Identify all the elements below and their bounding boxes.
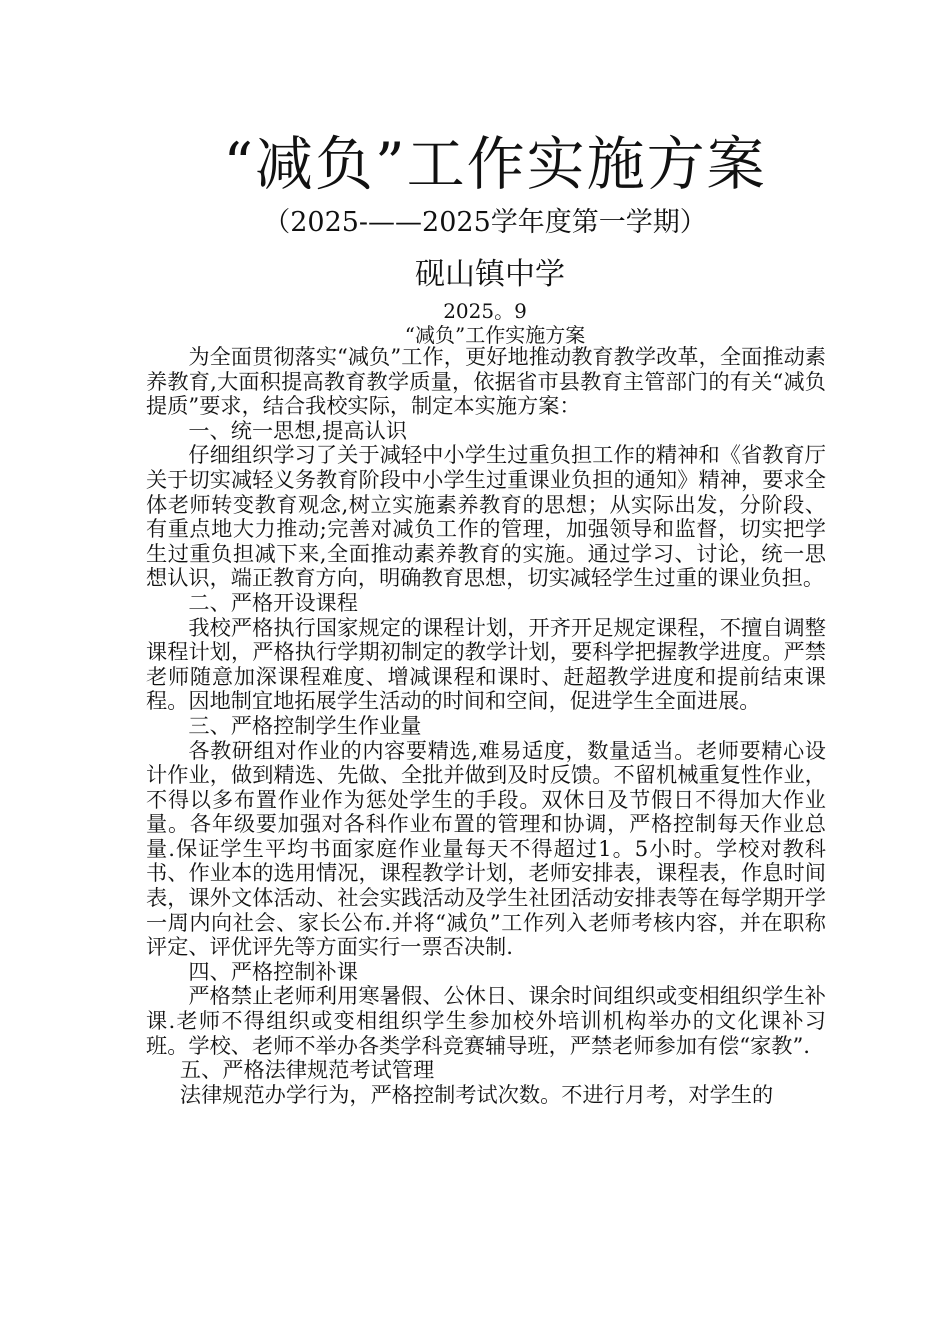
document-title: “减负”工作实施方案 [404, 323, 586, 347]
school-year-subtitle: （2025-——2025学年度第一学期） [263, 207, 707, 238]
main-title: “减负”工作实施方案 [223, 130, 767, 198]
school-name: 砚山镇中学 [415, 257, 565, 292]
section-heading-5: 五、严格法律规范考试管理 [179, 1057, 435, 1083]
section-heading-1: 一、统一思想,提高认识 [188, 417, 408, 443]
section-text-3: 各教研组对作业的内容要精选,难易适度，数量适当。老师要精心设计作业，做到精选、先做、全批并做到及时反馈。不留机械重复性作业，不得以多布置作业作为惩处学生的手段。双休日及节假日不得加大作业量。各年级要加强对各科作业布置的管理和协调，严格控制每天作业总量.保证学生平均书面家庭作业量每天不得超过1。5小时。学校对教科书、作业本的选用情况，课程教学计划，老师安排表，课程表，作息时间表，课外文体活动、社会实践活动及学生社团活动安排表等在每学期开学一周内向社会、家长公布.并将“减负”工作列入老师考核内容，并在职称评定、评优评先等方面实行一票否决制. [146, 737, 826, 960]
section-text-2: 我校严格执行国家规定的课程计划，开齐开足规定课程，不擅自调整课程计划，严格执行学期初制定的教学计划，要科学把握教学进度。严禁老师随意加深课程难度、增减课程和课时、赶超教学进度和提前结束课程。因地制宜地拓展学生活动的时间和空间，促进学生全面进展。 [146, 614, 826, 714]
document-date: 2025。9 [443, 299, 527, 323]
document-body [146, 345, 826, 1107]
section-heading-2: 二、严格开设课程 [188, 589, 358, 615]
section-text-4: 严格禁止老师利用寒暑假、公休日、课余时间组织或变相组织学生补课.老师不得组织或变相组织学生参加校外培训机构举办的文化课补习班。学校、老师不举办各类学科竞赛辅导班，严禁老师参加有偿“家教”. [146, 983, 826, 1058]
intro-paragraph: 为全面贯彻落实“减负”工作，更好地推动教育教学改革，全面推动素养教育,大面积提高教育教学质量，依据省市县教育主管部门的有关“减负提质”要求，结合我校实际，制定本实施方案： [146, 344, 826, 419]
section-text-5: 法律规范办学行为，严格控制考试次数。不进行月考，对学生的 [179, 1081, 774, 1107]
section-heading-4: 四、严格控制补课 [188, 958, 358, 984]
section-heading-3: 三、严格控制学生作业量 [188, 712, 422, 738]
section-text-1: 仔细组织学习了关于减轻中小学生过重负担工作的精神和《省教育厅关于切实减轻义务教育阶段中小学生过重课业负担的通知》精神，要求全体老师转变教育观念,树立实施素养教育的思想；从实际出发，分阶段、有重点地大力推动;完善对减负工作的管理，加强领导和监督，切实把学生过重负担减下来,全面推动素养教育的实施。通过学习、讨论，统一思想认识，端正教育方向，明确教育思想，切实减轻学生过重的课业负担。 [146, 442, 826, 591]
